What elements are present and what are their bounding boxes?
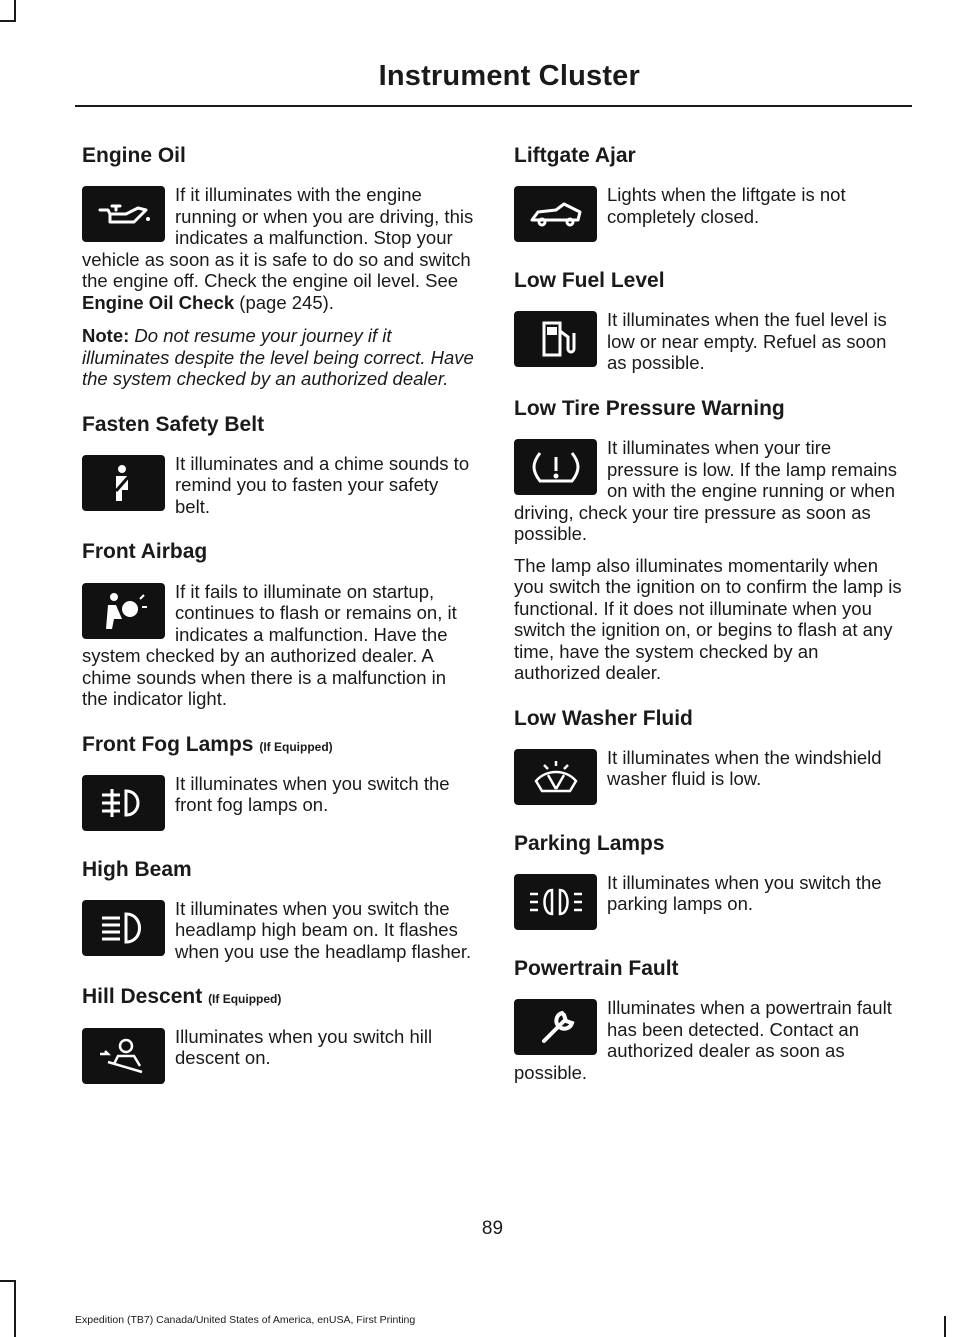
airbag-icon: [82, 583, 165, 639]
crop-mark: [14, 1280, 16, 1337]
section-liftgate-ajar: [514, 143, 906, 246]
right-column: [514, 143, 906, 1105]
section-heading: Front Fog Lamps (If Equipped): [82, 732, 333, 756]
header-divider: [75, 105, 912, 107]
section-heading: Front Airbag: [82, 540, 208, 564]
body-text: Illuminates when you switch hill descent on.: [175, 1025, 433, 1069]
section-high-beam: [82, 857, 474, 963]
body-text: It illuminates when you switch the parking lamps on.: [607, 871, 882, 915]
crop-mark: [14, 0, 16, 22]
page-number: 89: [481, 1218, 504, 1239]
tire-pressure-icon: [514, 439, 597, 495]
wrench-icon: [514, 999, 597, 1055]
section-hill-descent: [82, 984, 474, 1087]
high-beam-icon: [82, 900, 165, 956]
section-parking-lamps: [514, 831, 906, 934]
body-text: It illuminates when you switch the headlamp high beam on. It flashes when you use the headlamp flasher.: [175, 897, 472, 962]
front-fog-lamp-icon: [82, 775, 165, 831]
section-fasten-safety-belt: [82, 412, 474, 518]
section-heading: Engine Oil: [82, 144, 186, 167]
section-heading: Powertrain Fault: [514, 956, 679, 980]
body-text: If it fails to illuminate on startup, continues to flash or remains on, it indicates a malfunction. Have the system checked by an authorized dealer. A chime sounds when there is a malfunction in the indicator light.: [82, 580, 457, 710]
crop-mark: [0, 1280, 16, 1282]
section-heading: Low Tire Pressure Warning: [514, 396, 785, 420]
page-reference: (page 245).: [234, 291, 334, 313]
note: Note: Do not resume your journey if it illuminates despite the level being correct. Have the system checked by an authorized dealer.: [82, 325, 474, 390]
section-heading: High Beam: [82, 857, 192, 881]
section-front-fog-lamps: [82, 732, 474, 835]
crop-mark: [0, 20, 16, 22]
section-heading: Low Fuel Level: [514, 269, 665, 293]
washer-fluid-icon: [514, 749, 597, 805]
parking-lamps-icon: [514, 874, 597, 930]
section-heading: Fasten Safety Belt: [82, 412, 265, 436]
body-text: Illuminates when a powertrain fault has been detected. Contact an authorized dealer as soon as possible.: [514, 997, 892, 1083]
section-low-fuel-level: [514, 268, 906, 374]
footer-text: Expedition (TB7) Canada/United States of America, enUSA, First Printing: [75, 1314, 416, 1326]
body-text: It illuminates when your tire pressure is low. If the lamp remains on with the engine running or when driving, check your tire pressure as soon as possible.: [514, 437, 897, 545]
section-low-washer-fluid: [514, 706, 906, 809]
liftgate-ajar-icon: [514, 186, 597, 242]
section-heading: Hill Descent (If Equipped): [82, 985, 282, 1009]
engine-oil-icon: [82, 186, 165, 242]
section-low-tire-pressure-warning: [514, 396, 906, 684]
section-front-airbag: [82, 539, 474, 709]
body-text: It illuminates and a chime sounds to remind you to fasten your safety belt.: [175, 452, 470, 517]
body-text: Lights when the liftgate is not completely closed.: [607, 184, 846, 227]
body-text: It illuminates when the windshield washer fluid is low.: [607, 746, 882, 790]
body-text: It illuminates when the fuel level is low or near empty. Refuel as soon as possible.: [607, 309, 887, 374]
seat-belt-icon: [82, 455, 165, 511]
section-heading: Low Washer Fluid: [514, 706, 693, 730]
page-title: Instrument Cluster: [378, 60, 640, 92]
section-engine-oil: [82, 143, 474, 390]
cross-reference-link[interactable]: Engine Oil Check: [82, 291, 235, 313]
body-text: It illuminates when you switch the front fog lamps on.: [175, 772, 450, 816]
section-heading: Parking Lamps: [514, 831, 665, 855]
body-text: If it illuminates with the engine running or when you are driving, this indicates a malfunction. Stop your vehicle as soon as it is safe to do so and switch the engine off. Check the engine oil level. See: [82, 184, 474, 292]
section-powertrain-fault: [514, 956, 906, 1083]
left-column: [82, 143, 474, 1110]
body-text: The lamp also illuminates momentarily when you switch the ignition on to confirm the lamp is functional. If it does not illuminate when you switch the ignition on, or begins to flash at any time, have the system checked by an authorized dealer.: [514, 554, 902, 684]
fuel-pump-icon: [514, 311, 597, 367]
crop-mark: [944, 1316, 946, 1337]
section-heading: Liftgate Ajar: [514, 144, 636, 167]
hill-descent-icon: [82, 1028, 165, 1084]
